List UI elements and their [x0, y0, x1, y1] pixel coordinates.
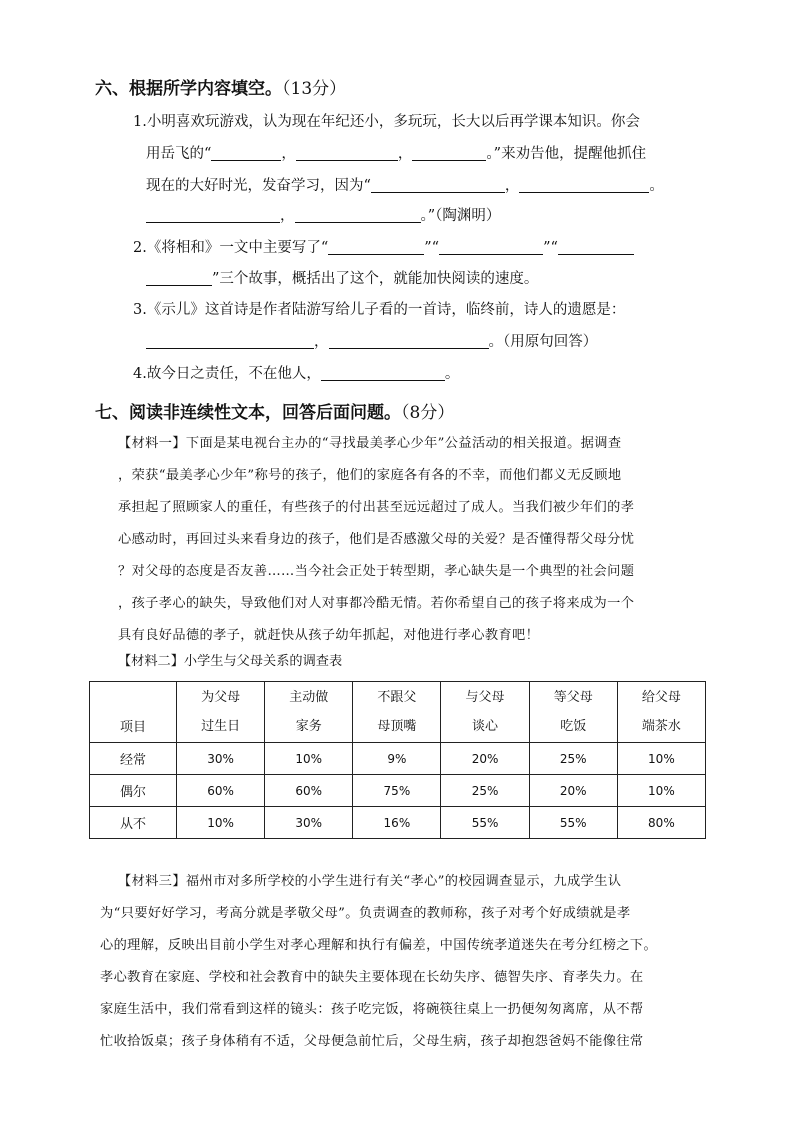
survey-table	[89, 681, 706, 839]
answer-blank[interactable]	[558, 239, 634, 255]
answer-blank[interactable]	[328, 239, 424, 255]
material-2-title: 【材料二】小学生与父母关系的调查表	[118, 654, 343, 669]
section-7-title: 七、阅读非连续性文本，回答后面问题。（8分）	[95, 403, 455, 423]
table-header-cell: 主动做 家务	[265, 682, 353, 743]
table-header-cell: 与父母 谈心	[441, 682, 529, 743]
q1-line-3: 现在的大好时光，发奋学习，因为“ ， 。	[146, 178, 664, 194]
q1-line-1: 1.小明喜欢玩游戏，认为现在年纪还小，多玩玩，长大以后再学课本知识。你会	[133, 114, 640, 130]
q1-line-2: 用岳飞的“ ， ， 。”来劝告他，提醒他抓住	[146, 146, 647, 162]
table-header-cell: 给父母 端茶水	[617, 682, 705, 743]
material-1: 【材料一】下面是某电视台主办的“寻找最美孝心少年”公益活动的相关报道。据调查 ，荣获“最美孝心少年”称号的孩子，他们的家庭各有各的不幸，而他们都义无反顾地 承担起了照顾家人的重任，有些孩子的付出甚至远远超过了成人。当我们被少年们的孝 心感动时，再回过头来看身边的孩子，他们是否感激父母的关爱？是否懂得帮父母分忧 ？对父母的态度是否友善……当今社会正处于转型期，孝心缺失是一个典型的社会问题 ，孩子孝心的缺失，导致他们对人对事都冷酷无情。若你希望自己的孩子将来成为一个 具有良好品德的孝子，就赶快从孩子幼年抓起，对他进行孝心教育吧！	[118, 436, 635, 643]
section-6-title: 六、根据所学内容填空。（13分）	[95, 79, 347, 99]
answer-blank[interactable]	[211, 145, 281, 161]
answer-blank[interactable]	[296, 145, 398, 161]
q1-line-4: ， 。”（陶渊明）	[146, 204, 500, 225]
table-header-cell: 不跟父 母顶嘴	[353, 682, 441, 743]
table-corner-cell: 项目	[90, 682, 177, 743]
answer-blank[interactable]	[412, 145, 486, 161]
table-row: 经常 30% 10% 9% 20% 25% 10%	[90, 743, 706, 775]
material-3: 【材料三】福州市对多所学校的小学生进行有关“孝心”的校园调查显示，九成学生认 为“只要好好学习，考高分就是孝敬父母”。负责调查的教师称，孩子对考个好成绩就是孝 心的理解，反映出目前小学生对孝心理解和执行有偏差，中国传统孝道迷失在考分红榜之下。 孝心教育在家庭、学校和社会教育中的缺失主要体现在长幼失序、德智失序、育孝失力。在 家庭生活中，我们常看到这样的镜头：孩子吃完饭，将碗筷往桌上一扔便匆匆离席，从不帮 忙收拾饭桌；孩子身体稍有不适，父母便急前忙后，父母生病，孩子却抱怨爸妈不能像往常	[100, 874, 658, 1049]
table-header-cell: 等父母 吃饭	[529, 682, 617, 743]
table-row: 偶尔 60% 60% 75% 25% 20% 10%	[90, 775, 706, 807]
q2-line-2: ”三个故事，概括出了这个，就能加快阅读的速度。	[146, 267, 538, 288]
answer-blank[interactable]	[146, 207, 280, 223]
answer-blank[interactable]	[371, 177, 505, 193]
q3-line-2: ， 。（用原句回答）	[146, 330, 597, 351]
answer-blank[interactable]	[295, 207, 421, 223]
q4-line: 4.故今日之责任，不在他人， 。	[133, 366, 460, 382]
answer-blank[interactable]	[146, 333, 314, 349]
answer-blank[interactable]	[519, 177, 649, 193]
answer-blank[interactable]	[439, 239, 543, 255]
table-header-cell: 为父母 过生日	[177, 682, 265, 743]
answer-blank[interactable]	[321, 365, 445, 381]
q3-line-1: 3.《示儿》这首诗是作者陆游写给儿子看的一首诗，临终前，诗人的遗愿是：	[133, 302, 626, 318]
answer-blank[interactable]	[146, 270, 212, 286]
answer-blank[interactable]	[329, 333, 489, 349]
q2-line-1: 2.《将相和》一文中主要写了“ ”“ ”“	[133, 236, 634, 257]
table-row: 从不 10% 30% 16% 55% 55% 80%	[90, 807, 706, 839]
